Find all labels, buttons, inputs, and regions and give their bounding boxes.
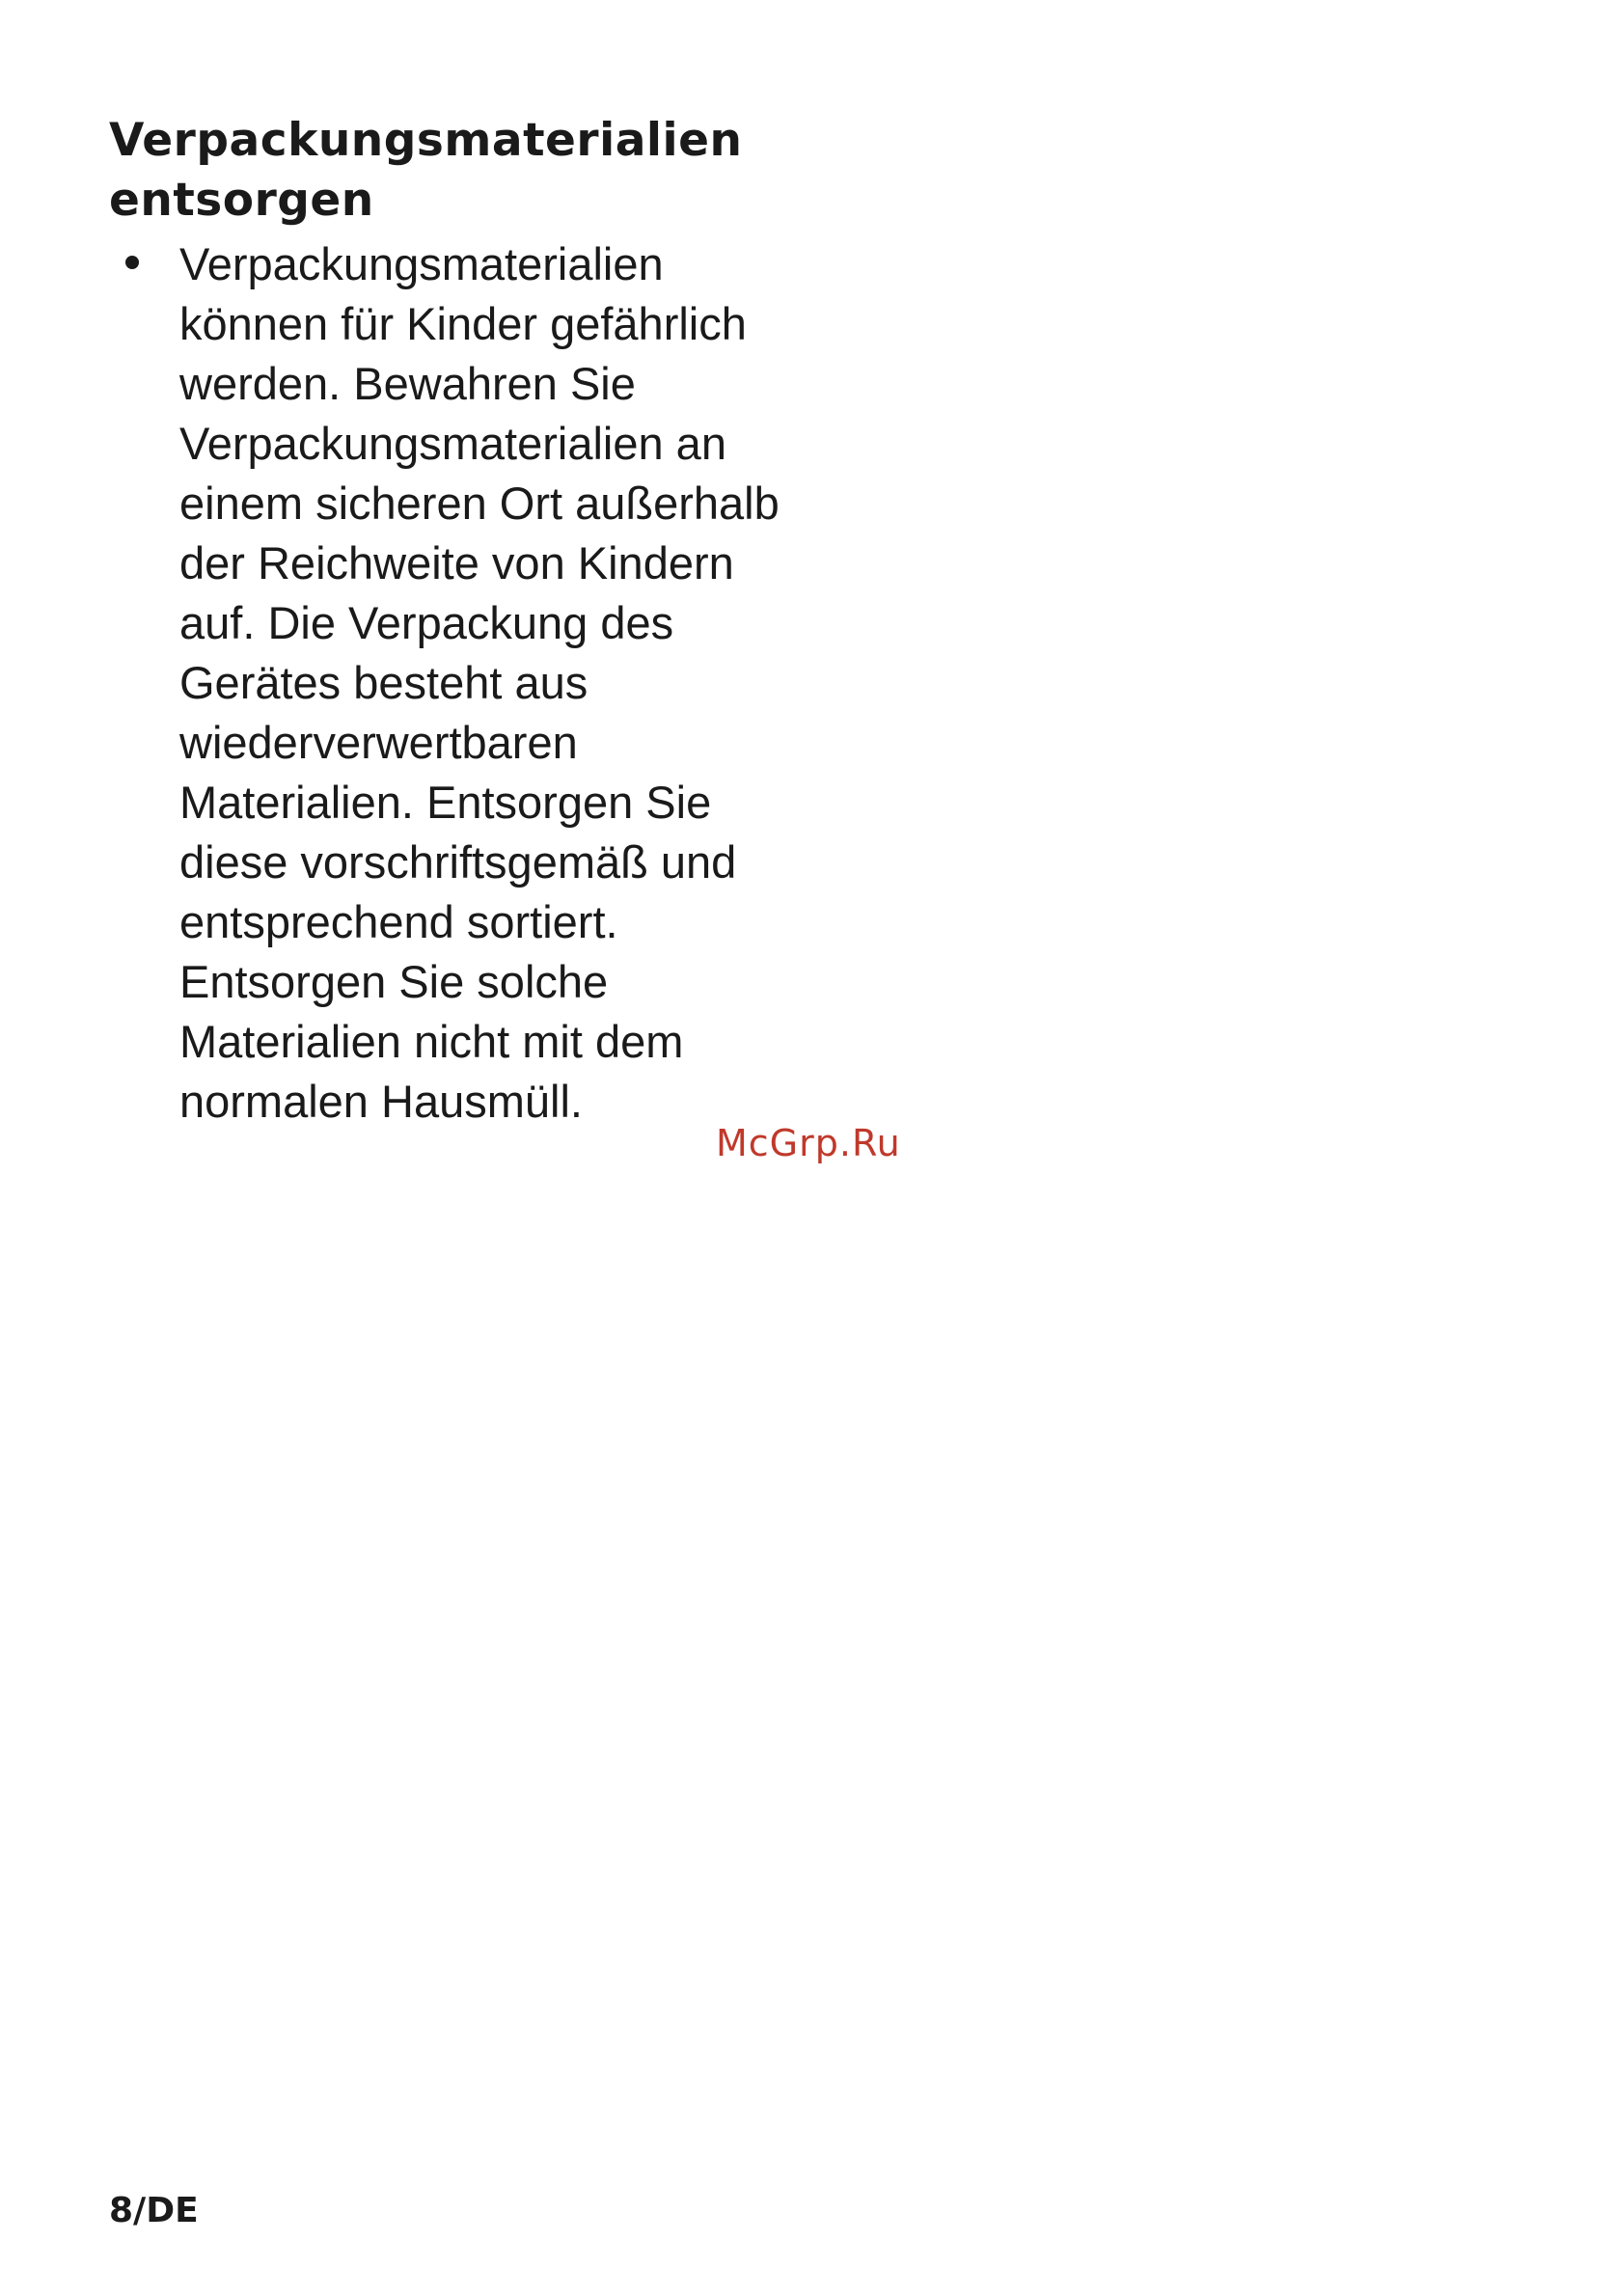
- page-number: 8/DE: [109, 2191, 199, 2230]
- bullet-line: Materialien nicht mit dem: [179, 1016, 684, 1067]
- bullet-line: Verpackungsmaterialien: [179, 238, 664, 289]
- bullet-line: wiederverwertbaren: [179, 717, 578, 768]
- bullet-line: Verpackungsmaterialien an: [179, 418, 726, 469]
- bullet-line: werden. Bewahren Sie: [179, 358, 636, 409]
- heading-line: Verpackungsmaterialien: [109, 114, 743, 167]
- section-heading: [109, 111, 804, 231]
- bullet-line: können für Kinder gefährlich: [179, 298, 747, 349]
- bullet-item: [109, 234, 842, 1132]
- bullet-line: entsprechend sortiert.: [179, 896, 618, 947]
- bullet-line: diese vorschriftsgemäß und: [179, 836, 737, 888]
- bullet-text: [179, 234, 842, 1132]
- bullet-line: normalen Hausmüll.: [179, 1076, 583, 1127]
- watermark: McGrp.Ru: [716, 1122, 901, 1164]
- bullet-line: auf. Die Verpackung des: [179, 597, 674, 648]
- bullet-dot-icon: [125, 256, 139, 269]
- bullet-line: der Reichweite von Kindern: [179, 537, 734, 588]
- bullet-line: einem sicheren Ort außerhalb: [179, 478, 780, 529]
- bullet-line: Gerätes besteht aus: [179, 657, 589, 708]
- heading-line: entsorgen: [109, 174, 374, 227]
- bullet-line: Materialien. Entsorgen Sie: [179, 777, 712, 828]
- bullet-line: Entsorgen Sie solche: [179, 956, 609, 1007]
- bullet-list: [109, 234, 842, 1132]
